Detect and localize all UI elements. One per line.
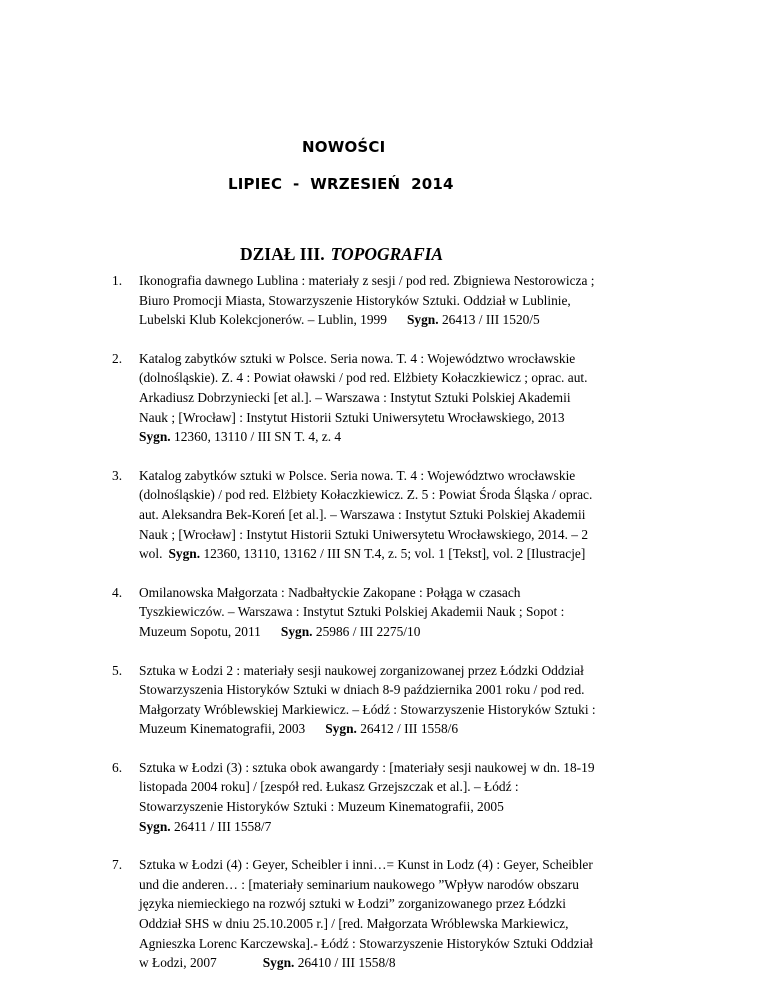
entry-text: Muzeum Kinematografii, 2003 (139, 721, 306, 737)
signature-label: Sygn. (139, 818, 171, 834)
entry-line-with-signature (139, 427, 672, 447)
list-item (112, 758, 672, 836)
section-heading (240, 244, 443, 265)
entry-line: Nauk ; [Wrocław] : Instytut Historii Sztuki Uniwersytetu Wrocławskiego, 2013 (139, 409, 565, 425)
entry-text: w Łodzi, 2007 (139, 955, 217, 971)
entry-line: (dolnośląskie) / pod red. Elżbiety Kołaczkiewicz. Z. 5 : Powiat Środa Śląska / oprac. (139, 487, 593, 503)
signature-label: Sygn. (406, 312, 439, 328)
signature-label: Sygn. (139, 429, 171, 445)
entry-line-with-signature (139, 817, 672, 837)
list-item (112, 466, 672, 564)
list-item (112, 661, 672, 739)
entry-line: Stowarzyszenia Historyków Sztuki w dniach 8-9 października 2001 roku / pod red. (139, 682, 585, 698)
entry-line-with-signature (139, 719, 672, 739)
entry-line: Biuro Promocji Miasta, Stowarzyszenie Historyków Sztuki. Oddział w Lublinie, (139, 292, 571, 308)
entry-line: Agnieszka Lorenc Karczewska].- Łódź : Stowarzyszenie Historyków Sztuki Oddział (139, 935, 594, 951)
entry-line: języka niemieckiego na rozwój sztuki w Łodzi” zorganizowanego przez Łódzki (139, 896, 566, 912)
entry-number: 1. (112, 273, 123, 288)
signature-value: 26412 / III 1558/6 (360, 721, 459, 737)
list-item (112, 583, 672, 642)
entry-line-with-signature (139, 310, 672, 330)
signature-label: Sygn. (262, 955, 295, 971)
entry-line: Katalog zabytków sztuki w Polsce. Seria nowa. T. 4 : Województwo wrocławskie (139, 467, 576, 483)
signature-label: Sygn. (325, 721, 357, 737)
entry-line: Omilanowska Małgorzata : Nadbałtyckie Zakopane : Połąga w czasach (139, 584, 521, 600)
entry-number: 6. (112, 759, 123, 775)
signature-value: 12360, 13110 / III SN T. 4, z. 4 (174, 429, 342, 445)
entry-line: Sztuka w Łodzi 2 : materiały sesji naukowej zorganizowanej przez Łódzki Oddział (139, 662, 584, 678)
entry-line: Sztuka w Łodzi (3) : sztuka obok awangardy : [materiały sesji naukowej w dn. 18-19 (139, 759, 595, 775)
document-period: LIPIEC - WRZESIEŃ 2014 (228, 175, 454, 193)
section-name: TOPOGRAFIA (330, 244, 444, 264)
entry-line: Oddział SHS w dniu 25.10.2005 r.] / [red. Małgorzata Wróblewska Markiewicz, (139, 916, 569, 932)
entry-line: Nauk ; [Wrocław] : Instytut Historii Sztuki Uniwersytetu Wrocławskiego, 2014. – 2 (139, 526, 589, 542)
entry-line-with-signature (139, 953, 672, 973)
entry-list (112, 271, 672, 992)
entry-line: Sztuka w Łodzi (4) : Geyer, Scheibler i inni…= Kunst in Lodz (4) : Geyer, Scheibler (139, 857, 593, 873)
entry-line: und die anderen… : [materiały seminarium naukowego ”Wpływ narodów obszaru (139, 876, 579, 892)
section-label: DZIAŁ III. (240, 244, 325, 264)
signature-value: 26410 / III 1558/8 (297, 955, 396, 971)
entry-line: listopada 2004 roku] / [zespół red. Łukasz Grzejszczak et al.]. – Łódź : (139, 779, 519, 795)
entry-line: (dolnośląskie). Z. 4 : Powiat oławski / pod red. Elżbiety Kołaczkiewicz ; oprac. aut. (139, 370, 588, 386)
entry-text: Lubelski Klub Kolekcjonerów. – Lublin, 1999 (139, 312, 387, 328)
entry-line: Katalog zabytków sztuki w Polsce. Seria nowa. T. 4 : Województwo wrocławskie (139, 350, 576, 366)
entry-line-with-signature (139, 544, 672, 564)
entry-line: Stowarzyszenie Historyków Sztuki : Muzeum Kinematografii, 2005 (139, 799, 504, 815)
entry-line: Tyszkiewiczów. – Warszawa : Instytut Sztuki Polskiej Akademii Nauk ; Sopot : (139, 604, 565, 620)
entry-number: 3. (112, 467, 123, 483)
entry-number: 7. (112, 857, 123, 873)
signature-value: 26413 / III 1520/5 (441, 312, 540, 328)
signature-label: Sygn. (168, 546, 201, 562)
entry-text: wol. (139, 546, 163, 562)
entry-number: 5. (112, 662, 123, 678)
signature-value: 26411 / III 1558/7 (174, 818, 272, 834)
list-item (112, 271, 672, 330)
entry-line: Ikonografia dawnego Lublina : materiały z sesji / pod red. Zbigniewa Nestorowicza ; (139, 273, 595, 288)
list-item (112, 349, 672, 447)
entry-line: Arkadiusz Dobrzyniecki [et al.]. – Warszawa : Instytut Sztuki Polskiej Akademii (139, 389, 571, 405)
list-item (112, 855, 672, 973)
entry-number: 2. (112, 350, 123, 366)
entry-text: Muzeum Sopotu, 2011 (139, 623, 261, 639)
signature-value: 12360, 13110, 13162 / III SN T.4, z. 5; vol. 1 [Tekst], vol. 2 [Ilustracje] (203, 546, 586, 562)
entry-line: aut. Aleksandra Bek-Koreń [et al.]. – Warszawa : Instytut Sztuki Polskiej Akademii (139, 506, 586, 522)
signature-label: Sygn. (280, 623, 313, 639)
signature-value: 25986 / III 2275/10 (315, 623, 421, 639)
entry-line: Małgorzaty Wróblewskiej Markiewicz. – Łódź : Stowarzyszenie Historyków Sztuki : (139, 701, 596, 717)
document-title: NOWOŚCI (302, 138, 386, 156)
entry-line-with-signature (139, 622, 672, 642)
entry-number: 4. (112, 584, 123, 600)
